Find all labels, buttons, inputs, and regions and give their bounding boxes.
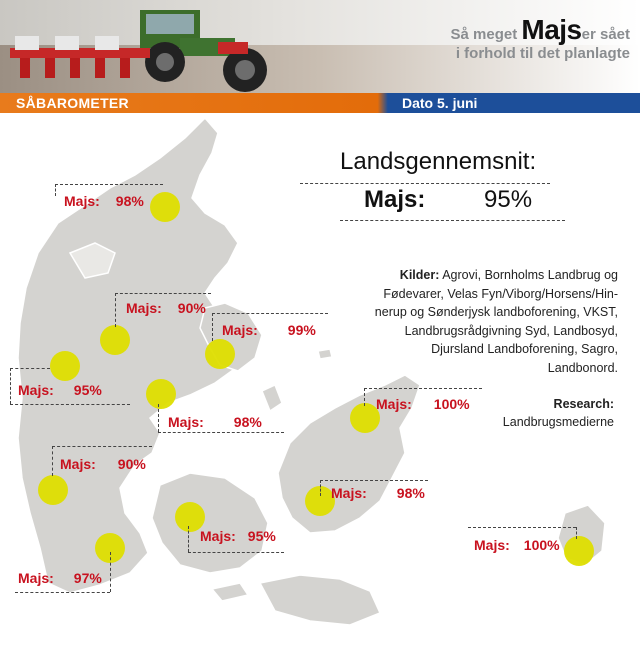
sources-line-6: Landbonord. <box>547 360 618 375</box>
samso-shape <box>262 385 282 411</box>
aero-shape <box>212 583 248 601</box>
region-label: Majs: 97% <box>18 570 102 586</box>
anholt-shape <box>318 349 332 359</box>
region-marker-dot <box>564 536 594 566</box>
region-label: Majs: 100% <box>474 537 560 553</box>
band-title: SÅBAROMETER <box>16 95 129 111</box>
leader-line <box>52 446 53 476</box>
funen-shape <box>152 473 268 573</box>
leader-line <box>364 388 482 389</box>
headline-prefix: Så meget <box>450 26 518 43</box>
region-label: Majs: 90% <box>60 456 146 472</box>
region-label: Majs: 98% <box>64 193 144 209</box>
region-label: Majs: 95% <box>18 382 102 398</box>
lolland-falster-shape <box>260 575 380 625</box>
headline-line2: i forhold til det planlagte <box>455 45 630 62</box>
leader-line <box>320 480 321 496</box>
region-marker-dot <box>150 192 180 222</box>
headline-crop: Majs <box>521 14 582 45</box>
leader-line <box>158 404 159 432</box>
region-label: Majs: 98% <box>331 485 425 501</box>
leader-line <box>10 404 130 405</box>
leader-line <box>188 552 284 553</box>
sources-line-1: Agrovi, Bornholms Landbrug og <box>442 268 618 282</box>
band-date: Dato 5. juni <box>402 95 478 111</box>
research-value: Landbrugsmedierne <box>502 415 614 429</box>
leader-line <box>52 446 152 447</box>
sources-line-5: Djursland Landboforening, Sagro, <box>431 342 618 356</box>
region-label: Majs: 99% <box>222 322 316 338</box>
headline-suffix: er sået <box>581 26 630 43</box>
leader-line <box>468 527 576 528</box>
region-marker-dot <box>100 325 130 355</box>
leader-line <box>188 526 189 552</box>
leader-line <box>212 313 213 341</box>
region-marker-dot <box>38 475 68 505</box>
leader-line <box>320 480 428 481</box>
divider-bottom <box>340 220 565 221</box>
leader-line <box>55 184 56 196</box>
region-label: Majs: 95% <box>200 528 276 544</box>
leader-line <box>115 293 116 327</box>
header <box>0 0 640 95</box>
title-band <box>0 93 640 113</box>
national-value: 95% <box>484 186 533 213</box>
region-label: Majs: 98% <box>168 414 262 430</box>
leader-line <box>15 592 110 593</box>
headline <box>450 14 631 63</box>
leader-line <box>110 552 111 592</box>
national-crop: Majs: <box>364 186 426 213</box>
divider-top <box>300 183 550 184</box>
leader-line <box>158 432 284 433</box>
sources-line-2: Fødevarer, Velas Fyn/Viborg/Horsens/Hin- <box>383 286 618 301</box>
leader-line <box>364 388 365 406</box>
sources-line-4: Landbrugsrådgivning Syd, Landbosyd, <box>404 323 618 338</box>
leader-line <box>212 313 328 314</box>
national-average-title: Landsgennemsnit: <box>340 148 537 175</box>
leader-line <box>10 368 11 404</box>
region-marker-dot <box>50 351 80 381</box>
sources-label: Kilder: <box>399 268 440 282</box>
region-label: Majs: 90% <box>126 300 206 316</box>
leader-line <box>576 527 577 539</box>
leader-line <box>115 293 211 294</box>
region-marker-dot <box>205 339 235 369</box>
sources-line-3: nerup og Sønderjysk landboforening, VKST, <box>374 305 618 319</box>
region-marker-dot <box>146 379 176 409</box>
leader-line <box>55 184 163 185</box>
region-label: Majs: 100% <box>376 396 470 412</box>
sources-block <box>340 266 618 377</box>
research-label: Research: <box>553 397 614 411</box>
leader-line <box>10 368 50 369</box>
